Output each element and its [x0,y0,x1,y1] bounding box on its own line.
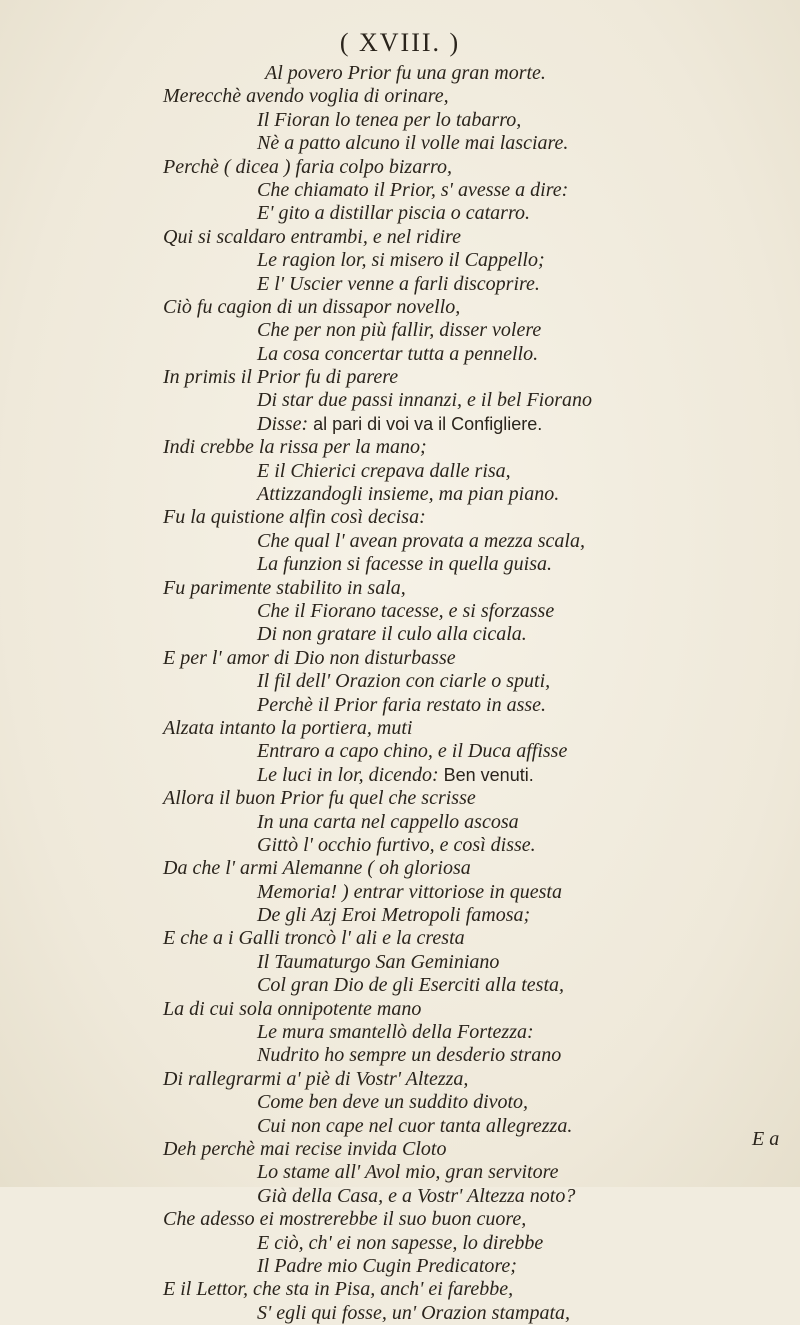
poem-line [0,600,800,623]
poem-line-text: In primis il Prior fu di parere [163,366,399,389]
poem-line-text: Da che l' armi Alemanne ( oh gloriosa [163,857,471,880]
poem-line-text: Già della Casa, e a Vostr' Altezza noto? [257,1184,576,1207]
poem-line-text: Disse: [257,412,309,435]
poem-line [0,85,800,108]
poem-line-text: Di rallegrarmi a' piè di Vostr' Altezza, [163,1067,469,1090]
poem-line-text: S' egli qui fosse, un' Orazion stampata, [257,1301,571,1324]
poem-line [0,1138,800,1161]
poem-line-text: Ciò fu cagion di un dissapor novello, [163,295,461,318]
poem-line-text: Il Fioran lo tenea per lo tabarro, [257,108,522,131]
poem-line [0,1068,800,1091]
poem-line-roman: Ben venuti. [443,764,534,785]
poem-line-text: E il Chierici crepava dalle risa, [257,459,511,482]
poem-line-text: La funzion si facesse in quella guisa. [257,553,552,576]
poem-line-text: Memoria! ) entrar vittoriose in questa [257,880,562,903]
poem-line [0,811,800,834]
poem-line-text: Qui si scaldaro entrambi, e nel ridire [163,225,461,248]
poem-line [0,834,800,857]
poem-line [0,927,800,950]
poem-line-text: Fu la quistione alfin così decisa: [163,506,426,529]
poem-line-text: Che adesso ei mostrerebbe il suo buon cuore, [163,1208,527,1231]
poem-line [0,553,800,576]
poem-line [0,530,800,553]
page-header: ( XVIII. ) [339,28,461,57]
poem-line-text: Gittò l' occhio furtivo, e così disse. [257,833,536,856]
poem-line [0,974,800,997]
poem-line [0,1044,800,1067]
poem-line [0,62,800,85]
poem-line-text: Il fil dell' Orazion con ciarle o sputi, [257,670,551,693]
poem-line [0,460,800,483]
poem-line [0,1278,800,1301]
poem-line [0,1091,800,1114]
poem-line [0,577,800,600]
poem-line-text: Le mura smantellò della Fortezza: [257,1021,534,1044]
poem-line [0,1255,800,1278]
poem-line [0,998,800,1021]
poem-line [0,132,800,155]
poem-line [0,343,800,366]
poem-line [0,787,800,810]
poem-line-text: Che chiamato il Prior, s' avesse a dire: [257,178,569,201]
poem-line-text: Allora il buon Prior fu quel che scrisse [163,787,476,810]
poem-line [0,1302,800,1325]
poem-line [0,764,800,787]
poem-line-text: Perchè il Prior faria restato in asse. [257,693,547,716]
poem-line-text: Al povero Prior fu una gran morte. [265,62,546,84]
poem-line-text: La cosa concertar tutta a pennello. [257,342,539,365]
poem-line-text: De gli Azj Eroi Metropoli famosa; [257,904,531,927]
poem-line [0,951,800,974]
poem-line [0,296,800,319]
poem-line-text: Indi crebbe la rissa per la mano; [163,436,427,459]
poem-line-text: E ciò, ch' ei non sapesse, lo direbbe [257,1231,544,1254]
poem-line [0,156,800,179]
poem-line-text: E che a i Galli troncò l' ali e la cresta [163,927,465,950]
poem-line-text: Il Padre mio Cugin Predicatore; [257,1254,517,1277]
poem-line-text: Come ben deve un suddito divoto, [257,1091,529,1114]
poem-line [0,857,800,880]
poem-line-text: Entraro a capo chino, e il Duca affisse [257,740,568,763]
poem-line [0,226,800,249]
poem-line-text: E' gito a distillar piscia o catarro. [257,202,530,225]
poem-line [0,1115,800,1138]
poem-line [0,1232,800,1255]
poem-line-text: Merecchè avendo voglia di orinare, [163,85,449,108]
poem-line-text: Cui non cape nel cuor tanta allegrezza. [257,1114,573,1137]
poem-line [0,694,800,717]
poem-line-text: Perchè ( dicea ) faria colpo bizarro, [163,155,453,178]
poem-line-roman: al pari di voi va il Configliere. [313,413,543,434]
poem-line [0,366,800,389]
poem-line [0,717,800,740]
poem-line-text: Attizzandogli insieme, ma pian piano. [257,483,560,506]
poem-line [0,881,800,904]
poem-line-text: Il Taumaturgo San Geminiano [257,950,500,973]
poem-line [0,273,800,296]
poem-line [0,483,800,506]
poem-line [0,506,800,529]
poem-line [0,647,800,670]
poem-line [0,389,800,412]
poem-line [0,1161,800,1184]
poem-line-text: Col gran Dio de gli Eserciti alla testa, [257,974,565,997]
poem-line [0,623,800,646]
poem-line-text: Di non gratare il culo alla cicala. [257,623,527,646]
poem-line-text: Che il Fiorano tacesse, e si sforzasse [257,599,555,622]
poem-line [0,413,800,436]
poem-line-text: Che per non più fallir, disser volere [257,319,542,342]
poem-line-text: Alzata intanto la portiera, muti [163,716,413,739]
poem-line [0,109,800,132]
poem-text [0,62,800,1325]
poem-line [0,1185,800,1208]
poem-line-text: Lo stame all' Avol mio, gran servitore [257,1161,559,1184]
poem-line [0,904,800,927]
poem-line-text: Le luci in lor, dicendo: [257,763,439,786]
poem-line-text: Nudrito ho sempre un desderio strano [257,1044,562,1067]
poem-line-text: Che qual l' avean provata a mezza scala, [257,529,585,552]
poem-line-text: Le ragion lor, si misero il Cappello; [257,249,545,272]
poem-line-text: E il Lettor, che sta in Pisa, anch' ei farebbe, [163,1278,514,1301]
poem-line [0,179,800,202]
poem-line-text: Nè a patto alcuno il volle mai lasciare. [257,132,569,155]
poem-line-text: Fu parimente stabilito in sala, [163,576,406,599]
poem-line-text: E l' Uscier venne a farli discoprire. [257,272,540,295]
poem-line [0,740,800,763]
poem-line [0,202,800,225]
poem-line [0,1208,800,1231]
poem-line [0,249,800,272]
poem-line [0,436,800,459]
catchword: E a [752,1128,780,1150]
poem-line [0,319,800,342]
poem-line-text: In una carta nel cappello ascosa [257,810,519,833]
poem-line [0,670,800,693]
poem-line-text: Di star due passi innanzi, e il bel Fiorano [257,389,592,412]
poem-line-text: La di cui sola onnipotente mano [163,997,422,1020]
poem-line-text: Deh perchè mai recise invida Cloto [163,1137,447,1160]
poem-line-text: E per l' amor di Dio non disturbasse [163,646,456,669]
poem-line [0,1021,800,1044]
